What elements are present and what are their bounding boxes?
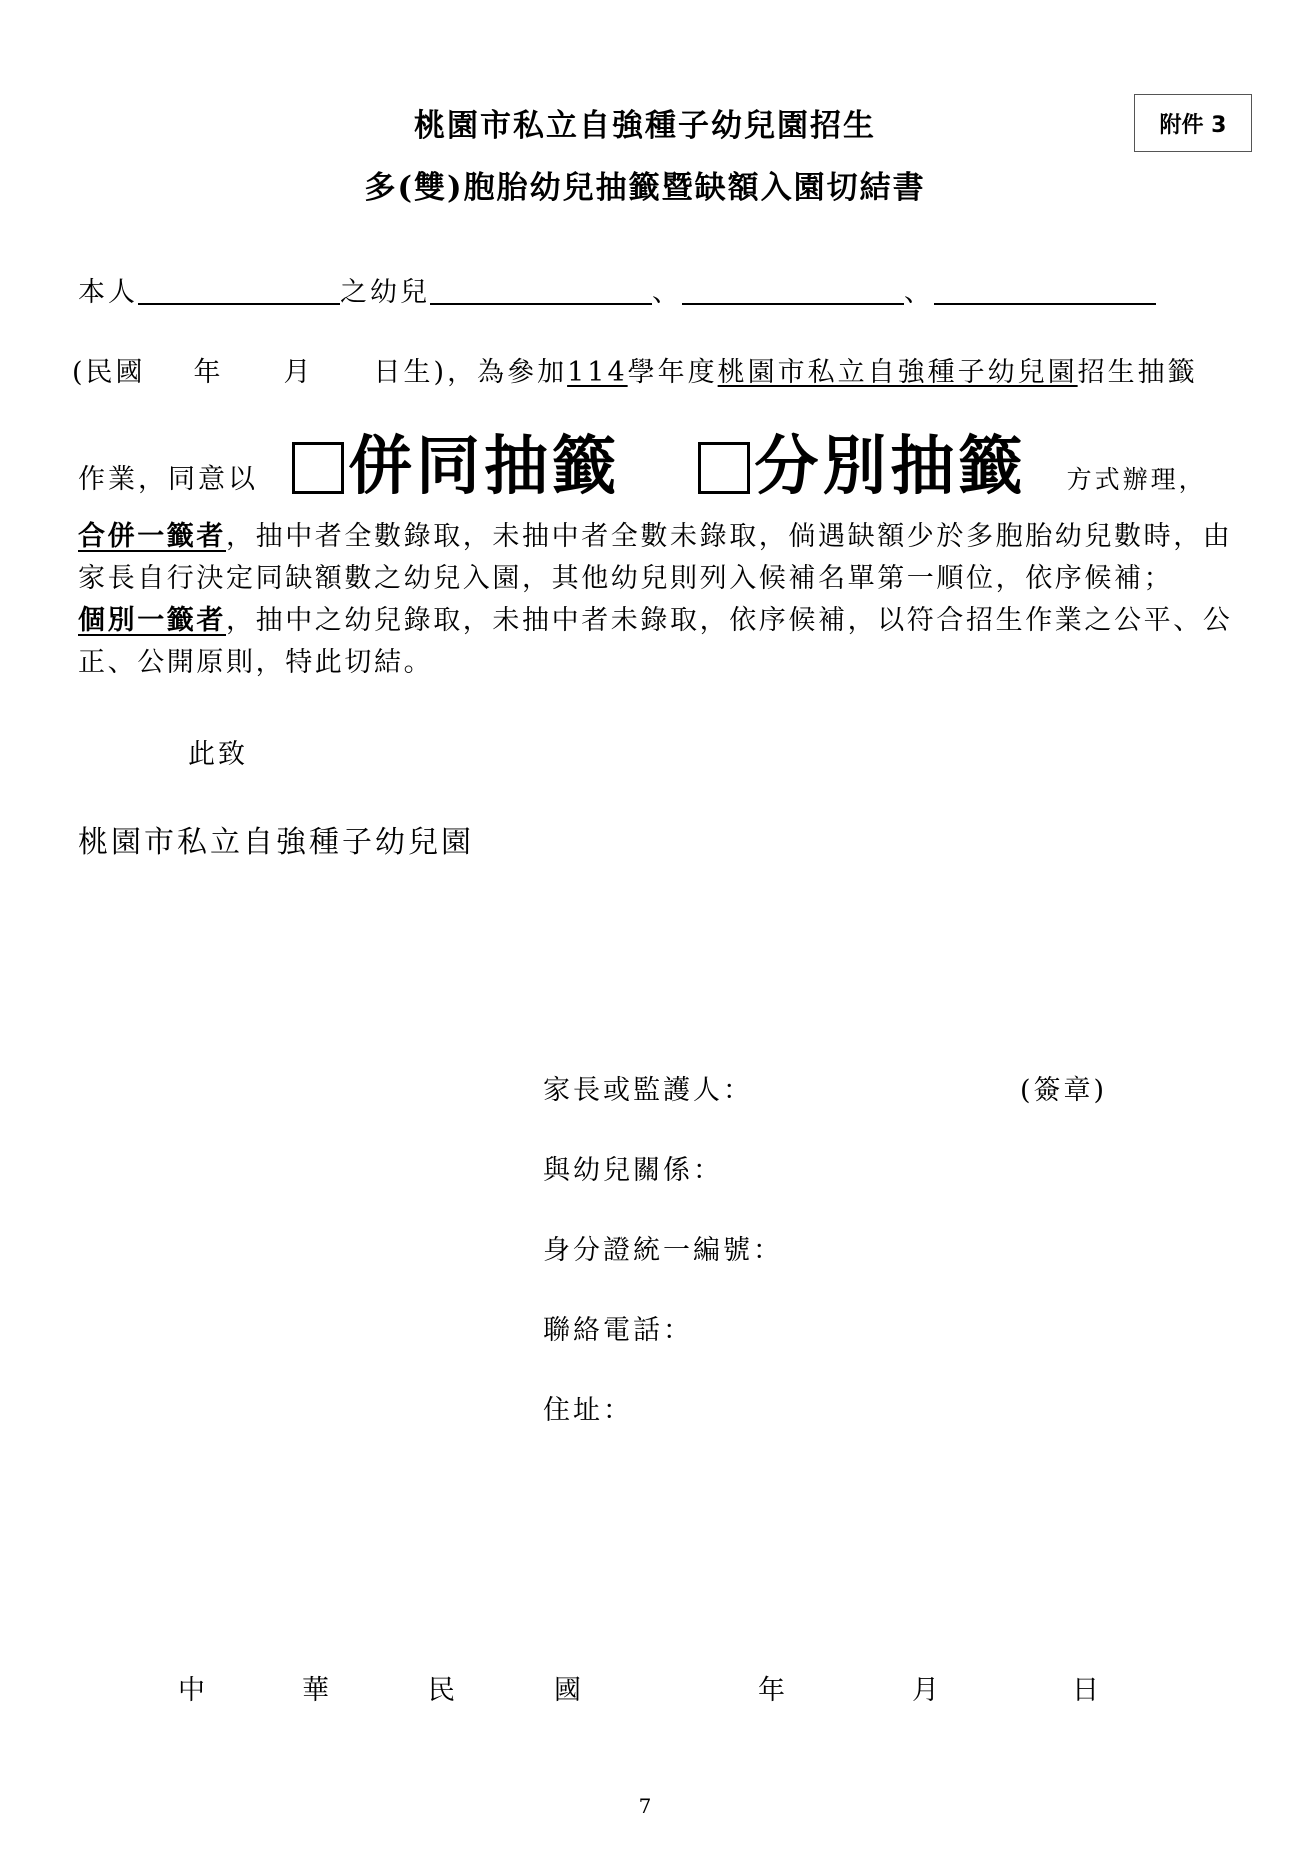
page-number: 7 [638, 1794, 652, 1818]
option-separate-label: 分別抽籤 [754, 429, 1027, 504]
enrollment-suffix: 招生抽籤 [1077, 357, 1198, 388]
declaration-options-line [78, 415, 1207, 507]
guardian-label: 家長或監護人： [543, 1075, 753, 1106]
seal-label: (簽章) [1020, 1075, 1108, 1106]
date-year-label: 年 [758, 1675, 785, 1706]
rules-paragraph [78, 516, 1258, 684]
separate-text: ，抽中之幼兒錄取，未抽中者未錄取，依序候補，以符合招生作業之公平、公正、公開原則，特此切結。 [78, 605, 1233, 678]
combined-term: 合併一籤者 [78, 521, 226, 552]
relation-label: 與幼兒關係： [543, 1155, 723, 1186]
date-char-zhong: 中 [178, 1675, 205, 1706]
self-label: 本人 [78, 277, 138, 308]
birth-month-label: 月 [283, 357, 314, 388]
attachment-label: 附件 3 [1134, 94, 1252, 152]
birth-year-label: 年 [193, 357, 224, 388]
combined-checkbox[interactable] [292, 442, 344, 494]
date-month-label: 月 [912, 1675, 939, 1706]
child-name-blank-2[interactable] [682, 277, 904, 305]
phone-label: 聯絡電話： [543, 1315, 693, 1346]
salutation: 此致 [188, 739, 248, 770]
id-label: 身分證統一編號： [543, 1235, 783, 1266]
recipient: 桃園市私立自強種子幼兒園 [78, 825, 474, 860]
school-name: 桃園市私立自強種子幼兒園 [717, 357, 1078, 388]
date-char-guo: 國 [554, 1675, 581, 1706]
declaration-names-line [78, 270, 1156, 309]
separate-checkbox[interactable] [698, 442, 750, 494]
parent-name-blank[interactable] [138, 277, 340, 305]
date-char-hua: 華 [302, 1675, 329, 1706]
birth-prefix: (民國 [72, 357, 146, 388]
date-char-min: 民 [428, 1675, 455, 1706]
separate-term: 個別一籤者 [78, 605, 226, 636]
work-agree-text: 作業，同意以 [78, 464, 258, 495]
child-name-blank-3[interactable] [934, 277, 1156, 305]
separator-2: 、 [904, 277, 934, 308]
declaration-birth-line [72, 350, 1198, 389]
child-name-blank-1[interactable] [430, 277, 652, 305]
school-year-suffix: 學年度 [627, 357, 718, 388]
method-suffix: 方式辦理， [1066, 465, 1207, 494]
birth-day-label: 日生)，為參加 [373, 357, 568, 388]
title-line-1: 桃園市私立自強種子幼兒園招生 [414, 108, 876, 144]
school-year: 114 [567, 357, 628, 388]
address-label: 住址： [543, 1395, 633, 1426]
title-line-2: 多(雙)胞胎幼兒抽籤暨缺額入園切結書 [364, 170, 926, 206]
combined-text: ，抽中者全數錄取，未抽中者全數未錄取，倘遇缺額少於多胞胎幼兒數時，由家長自行決定同缺額數之幼兒入園，其他幼兒則列入候補名單第一順位，依序候補； [78, 521, 1233, 594]
date-day-label: 日 [1072, 1675, 1099, 1706]
child-label: 之幼兒 [340, 277, 430, 308]
separator-1: 、 [652, 277, 682, 308]
option-combined-label: 併同抽籤 [348, 429, 621, 504]
